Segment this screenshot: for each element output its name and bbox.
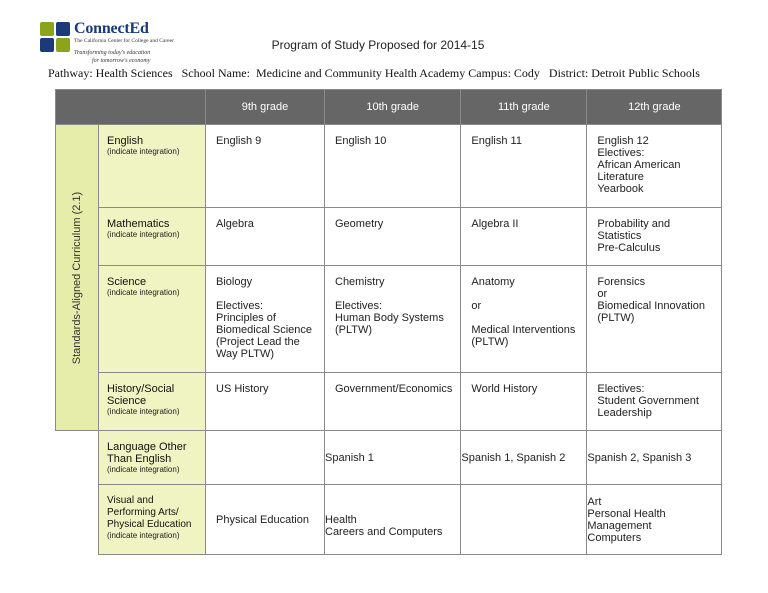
course-line: Biomedical Innovation bbox=[597, 300, 706, 312]
subject-note: (indicate integration) bbox=[107, 407, 180, 416]
grade-cell bbox=[587, 266, 722, 373]
grade-cell bbox=[206, 125, 325, 208]
course-line: (PLTW) bbox=[335, 324, 373, 336]
course-line: US History bbox=[216, 383, 269, 395]
program-of-study-table bbox=[55, 89, 722, 555]
subject-cell bbox=[99, 485, 206, 555]
course-line: Electives: bbox=[335, 300, 383, 312]
course-line: Electives: bbox=[216, 300, 264, 312]
grade-cell bbox=[461, 208, 587, 266]
grade-cell bbox=[461, 431, 587, 485]
grade-cell bbox=[587, 125, 722, 208]
course-line: Student Government bbox=[597, 395, 699, 407]
course-line: Health bbox=[325, 513, 357, 526]
subject-name: Visual and Performing Arts/ Physical Education bbox=[107, 495, 192, 530]
logo-name: ConnectEd bbox=[74, 20, 149, 37]
header-12th-grade: 12th grade bbox=[587, 90, 722, 125]
grade-cell bbox=[206, 431, 325, 485]
grade-cell bbox=[206, 373, 325, 431]
table-row bbox=[56, 266, 722, 373]
subject-name: History/Social Science bbox=[107, 383, 175, 407]
course-line: Way PLTW) bbox=[216, 348, 275, 360]
logo-subtitle-1: Transforming today's education bbox=[74, 50, 151, 56]
course-line: Anatomy bbox=[471, 276, 515, 288]
grade-cell bbox=[587, 485, 722, 555]
course-line bbox=[471, 312, 578, 324]
course-line bbox=[216, 288, 316, 300]
course-line: Management bbox=[587, 519, 652, 532]
course-line: Literature bbox=[597, 171, 644, 183]
table-row bbox=[56, 208, 722, 266]
logo-tagline: The California Center for College and Career bbox=[74, 38, 174, 44]
subject-note: (indicate integration) bbox=[107, 288, 180, 297]
subject-note: (indicate integration) bbox=[107, 531, 180, 540]
course-line: Algebra bbox=[216, 218, 254, 230]
course-line: Forensics bbox=[597, 276, 646, 288]
table-row bbox=[56, 485, 722, 555]
subject-cell bbox=[99, 431, 206, 485]
subject-note: (indicate integration) bbox=[107, 230, 180, 239]
course-line: Medical Interventions bbox=[471, 324, 576, 336]
table-row bbox=[56, 431, 722, 485]
course-line: Biomedical Science bbox=[216, 324, 312, 336]
grade-cell bbox=[461, 373, 587, 431]
subject-name: Language Other Than English bbox=[107, 441, 187, 465]
course-line bbox=[335, 288, 452, 300]
course-line: (PLTW) bbox=[597, 312, 635, 324]
course-line: Electives: bbox=[597, 147, 645, 159]
course-line: Spanish 1, Spanish 2 bbox=[461, 451, 566, 464]
course-line: (PLTW) bbox=[471, 336, 509, 348]
header-11th-grade: 11th grade bbox=[461, 90, 587, 125]
table-row bbox=[56, 125, 722, 208]
subject-name: Mathematics bbox=[107, 218, 170, 230]
grade-cell bbox=[325, 125, 461, 208]
course-line: (Project Lead the bbox=[216, 336, 300, 348]
logo-subtitle-2: for tomorrow's economy bbox=[92, 58, 151, 64]
course-line: Human Body Systems bbox=[335, 312, 444, 324]
grade-cell bbox=[587, 208, 722, 266]
course-line: Biology bbox=[216, 276, 253, 288]
grade-cell bbox=[206, 485, 325, 555]
grade-cell bbox=[325, 373, 461, 431]
subject-cell bbox=[99, 208, 206, 266]
grade-cell bbox=[325, 208, 461, 266]
course-line: Algebra II bbox=[471, 218, 519, 230]
course-line: Pre-Calculus bbox=[597, 242, 661, 254]
course-line: Art bbox=[587, 495, 602, 508]
course-line: English 9 bbox=[216, 135, 262, 147]
side-blank-cell bbox=[56, 485, 99, 555]
course-line: or bbox=[471, 300, 482, 312]
grade-cell bbox=[325, 485, 461, 555]
grade-cell bbox=[325, 431, 461, 485]
course-line: Principles of bbox=[216, 312, 276, 324]
course-line: Personal Health bbox=[587, 507, 666, 520]
course-line: African American bbox=[597, 159, 681, 171]
subject-name: Science bbox=[107, 276, 147, 288]
grade-cell bbox=[461, 485, 587, 555]
subject-name: English bbox=[107, 135, 144, 147]
course-line: Probability and bbox=[597, 218, 671, 230]
course-line: World History bbox=[471, 383, 538, 395]
grade-cell bbox=[461, 125, 587, 208]
course-line: Yearbook bbox=[597, 183, 644, 195]
course-line: Government/Economics bbox=[335, 383, 453, 395]
pathway-meta-line: Pathway: Health Sciences School Name: Medicine and Community Health Academy Campus: Cody District: Detroit Public Schools bbox=[48, 66, 700, 80]
grade-cell bbox=[206, 266, 325, 373]
course-line: Careers and Computers bbox=[325, 525, 443, 538]
course-line: or bbox=[597, 288, 608, 300]
side-blank-cell bbox=[56, 431, 99, 485]
course-line: English 12 bbox=[597, 135, 649, 147]
document-title: Program of Study Proposed for 2014-15 bbox=[271, 38, 485, 52]
course-line: Chemistry bbox=[335, 276, 385, 288]
subject-cell bbox=[99, 266, 206, 373]
course-line: Spanish 2, Spanish 3 bbox=[587, 451, 692, 464]
course-line: Statistics bbox=[597, 230, 642, 242]
grade-cell bbox=[587, 431, 722, 485]
grade-cell bbox=[587, 373, 722, 431]
grade-cell bbox=[325, 266, 461, 373]
course-line: Physical Education bbox=[216, 513, 309, 526]
side-label-cell bbox=[56, 125, 99, 431]
course-line: Leadership bbox=[597, 407, 652, 419]
table-header-row bbox=[56, 90, 722, 125]
subject-note: (indicate integration) bbox=[107, 465, 180, 474]
course-line bbox=[471, 288, 578, 300]
course-line: Spanish 1 bbox=[325, 451, 374, 464]
header-9th-grade: 9th grade bbox=[206, 90, 325, 125]
subject-cell bbox=[99, 125, 206, 208]
subject-cell bbox=[99, 373, 206, 431]
course-line: Geometry bbox=[335, 218, 384, 230]
grade-cell bbox=[206, 208, 325, 266]
course-line: Electives: bbox=[597, 383, 645, 395]
course-line: English 11 bbox=[471, 135, 522, 147]
grade-cell bbox=[461, 266, 587, 373]
side-label: Standards-Aligned Curriculum (2.1) bbox=[71, 191, 83, 364]
subject-note: (indicate integration) bbox=[107, 147, 180, 156]
table-row bbox=[56, 373, 722, 431]
course-line: Computers bbox=[587, 531, 642, 544]
header-10th-grade: 10th grade bbox=[325, 90, 461, 125]
header-blank bbox=[56, 90, 206, 125]
course-line: English 10 bbox=[335, 135, 387, 147]
